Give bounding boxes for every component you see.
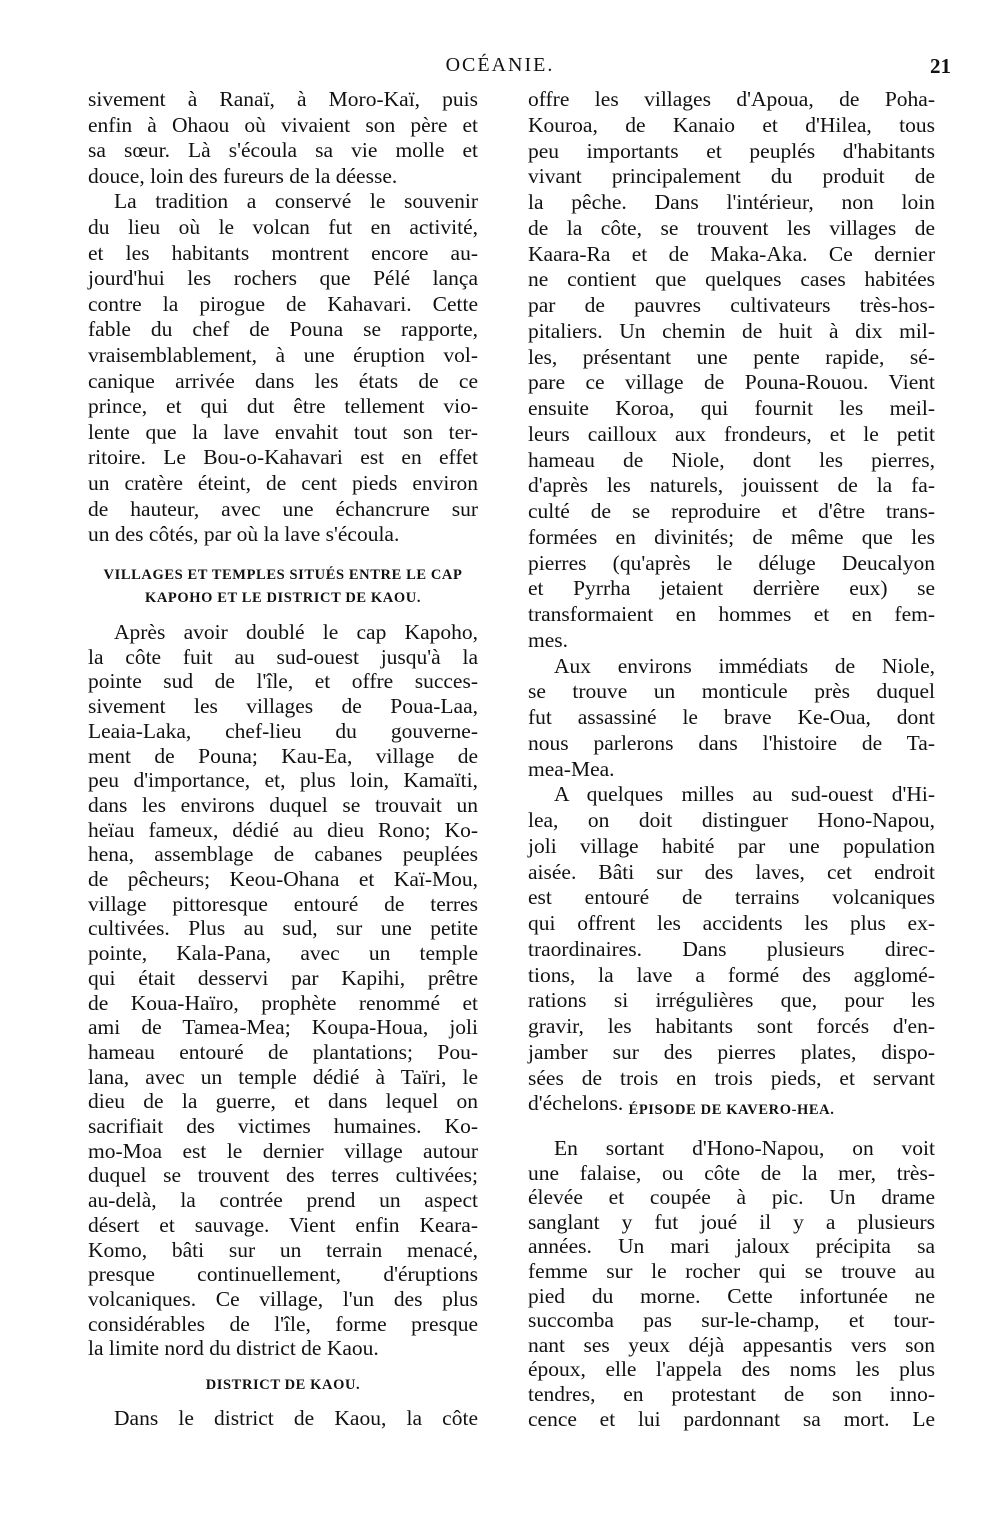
- text-line: par de pauvres cultivateurs très-hos-: [528, 293, 935, 317]
- text-line: rations si irrégulières que, pour les: [528, 988, 935, 1013]
- text-line: Leaia-Laka, chef-lieu du gouverne-: [88, 718, 478, 743]
- text-line: La tradition a conservé le souvenir: [114, 189, 478, 214]
- heading-line: VILLAGES ET TEMPLES SITUÉS ENTRE LE CAP: [103, 567, 463, 583]
- page-number: 21: [930, 54, 951, 78]
- text-line: élevée et coupée à pic. Un drame: [528, 1185, 935, 1210]
- text-line: la limite nord du district de Kaou.: [88, 1336, 379, 1361]
- text-line: offre les villages d'Apoua, de Poha-: [528, 87, 935, 111]
- text-line: ne contient que quelques cases habitées: [528, 267, 935, 292]
- left-column-text-3: [88, 1406, 478, 1431]
- text-line: désert et sauvage. Vient enfin Keara-: [88, 1212, 478, 1237]
- text-line: de la côte, se trouvent les villages de: [528, 215, 935, 240]
- text-line: tendres, en protestant de son inno-: [528, 1381, 935, 1406]
- text-line: est entouré de terrains volcaniques: [528, 885, 935, 910]
- text-line: culté de se reproduire et d'être trans-: [528, 499, 935, 523]
- text-line: peu d'importance, et, plus loin, Kamaïti,: [88, 768, 478, 793]
- text-line: traordinaires. Dans plusieurs direc-: [528, 936, 935, 961]
- text-line: succomba pas sur-le-champ, et tour-: [528, 1308, 935, 1333]
- text-line: dieu de la guerre, et dans lequel on: [88, 1089, 478, 1114]
- text-line: au-delà, la contrée prend un aspect: [88, 1188, 478, 1213]
- text-line: duquel se trouvent des terres cultivées;: [88, 1163, 478, 1188]
- right-column-text-2: [528, 1136, 935, 1431]
- left-column-text-1: [88, 87, 478, 548]
- text-line: douce, loin des fureurs de la déesse.: [88, 163, 398, 188]
- text-line: enfin à Ohaou où vivaient son père et: [88, 112, 478, 137]
- text-line: Kouroa, de Kanaio et d'Hilea, tous: [528, 112, 935, 137]
- text-line: volcaniques. Ce village, l'un des plus: [88, 1286, 478, 1311]
- heading-line: DISTRICT DE KAOU.: [205, 1377, 361, 1393]
- text-line: vraisemblablement, à une éruption vol-: [88, 342, 478, 367]
- section-heading-episode: [528, 1102, 935, 1119]
- text-line: mea-Mea.: [528, 756, 615, 781]
- text-line: mo-Moa est le dernier village autour: [88, 1138, 478, 1163]
- text-line: lana, avec un temple dédié à Taïri, le: [88, 1064, 478, 1089]
- text-line: hameau de Niole, dont les pierres,: [528, 447, 935, 472]
- text-line: sanglant y fut joué il y a plusieurs: [528, 1209, 935, 1234]
- text-line: ami de Tamea-Mea; Koupa-Houa, joli: [88, 1015, 478, 1040]
- right-column-text-1: [528, 87, 935, 1117]
- text-line: sacrifiait des victimes humaines. Ko-: [88, 1114, 478, 1139]
- text-line: formées en divinités; de même que les: [528, 524, 935, 549]
- heading-line: ÉPISODE DE KAVERO-HEA.: [628, 1102, 835, 1118]
- text-line: sivement les villages de Poua-Laa,: [88, 694, 478, 719]
- text-line: jourd'hui les rochers que Pélé lança: [88, 266, 478, 291]
- text-line: et les habitants montrent encore au-: [88, 240, 478, 265]
- text-line: hena, assemblage de cabanes peuplées: [88, 842, 478, 867]
- text-line: d'après les naturels, jouissent de la fa-: [528, 473, 935, 498]
- text-line: de pêcheurs; Keou-Ohana et Kaï-Mou,: [88, 867, 478, 892]
- text-line: du lieu où le volcan fut en activité,: [88, 214, 478, 239]
- text-line: pied du morne. Cette infortunée ne: [528, 1283, 935, 1308]
- section-heading-villages: [88, 564, 478, 610]
- text-line: cultivées. Plus au sud, sur une petite: [88, 916, 478, 941]
- text-line: leurs cailloux aux frondeurs, et le petit: [528, 421, 935, 446]
- heading-line: KAPOHO ET LE DISTRICT DE KAOU.: [144, 590, 422, 606]
- text-line: considérables de l'île, forme presque: [88, 1311, 478, 1336]
- text-line: vivant principalement du produit de: [528, 164, 935, 189]
- text-line: Komo, bâti sur un terrain menacé,: [88, 1237, 478, 1262]
- text-line: Après avoir doublé le cap Kapoho,: [114, 620, 478, 644]
- text-line: ment de Pouna; Kau-Ea, village de: [88, 743, 478, 768]
- text-line: presque continuellement, d'éruptions: [88, 1262, 478, 1287]
- text-line: gravir, les habitants sont forcés d'en-: [528, 1014, 935, 1038]
- text-line: qui offrent les accidents les plus ex-: [528, 911, 935, 935]
- text-line: se trouve un monticule près duquel: [528, 679, 935, 704]
- text-line: femme sur le rocher qui se trouve au: [528, 1258, 935, 1283]
- text-line: la côte fuit au sud-ouest jusqu'à la: [88, 644, 478, 669]
- text-line: Dans le district de Kaou, la côte: [114, 1406, 478, 1430]
- text-line: une falaise, ou côte de la mer, très-: [528, 1160, 935, 1185]
- text-line: qui était desservi par Kapihi, prêtre: [88, 965, 478, 990]
- left-column-text-2: [88, 620, 478, 1361]
- text-line: fut assassiné le brave Ke-Oua, dont: [528, 705, 935, 729]
- text-line: peu importants et peuplés d'habitants: [528, 138, 935, 163]
- text-line: prince, et qui dut être tellement vio-: [88, 394, 478, 419]
- text-line: tions, la lave a formé des agglomé-: [528, 962, 935, 987]
- text-line: années. Un mari jaloux précipita sa: [528, 1234, 935, 1259]
- text-line: heïau fameux, dédié au dieu Rono; Ko-: [88, 817, 478, 842]
- text-line: pointe, Kala-Pana, avec un temple: [88, 941, 478, 966]
- text-line: nous parlerons dans l'histoire de Ta-: [528, 730, 935, 755]
- text-line: hameau entouré de plantations; Pou-: [88, 1039, 478, 1064]
- running-header-title: OCÉANIE.: [445, 54, 555, 76]
- text-line: En sortant d'Hono-Napou, on voit: [554, 1136, 935, 1160]
- text-line: ensuite Koroa, qui fournit les meil-: [528, 396, 935, 420]
- text-line: lente que la lave envahit tout son ter-: [88, 419, 478, 444]
- text-line: contre la pirogue de Kahavari. Cette: [88, 291, 478, 316]
- text-line: un des côtés, par où la lave s'écoula.: [88, 522, 400, 547]
- text-line: A quelques milles au sud-ouest d'Hi-: [554, 782, 935, 807]
- text-line: joli village habité par une population: [528, 833, 935, 858]
- text-line: pointe sud de l'île, et offre succes-: [88, 669, 478, 694]
- text-line: village pittoresque entouré de terres: [88, 891, 478, 916]
- text-line: lea, on doit distinguer Hono-Napou,: [528, 808, 935, 832]
- text-line: d'échelons.: [528, 1091, 624, 1116]
- text-line: sées de trois en trois pieds, et servant: [528, 1065, 935, 1090]
- section-heading-district-kaou: [88, 1377, 478, 1394]
- text-line: fable du chef de Pouna se rapporte,: [88, 317, 478, 342]
- text-line: transformaient en hommes et en fem-: [528, 602, 935, 626]
- text-line: Kaara-Ra et de Maka-Aka. Ce dernier: [528, 241, 935, 266]
- text-line: dans les environs duquel se trouvait un: [88, 792, 478, 817]
- text-line: Aux environs immédiats de Niole,: [554, 653, 935, 678]
- text-line: un cratère éteint, de cent pieds environ: [88, 470, 478, 495]
- text-line: ritoire. Le Bou-o-Kahavari est en effet: [88, 445, 478, 470]
- text-line: mes.: [528, 627, 569, 652]
- text-line: pierres (qu'après le déluge Deucalyon: [528, 550, 935, 575]
- text-line: jamber sur des pierres plates, dispo-: [528, 1039, 935, 1064]
- text-line: et Pyrrha jetaient derrière eux) se: [528, 576, 935, 601]
- text-line: canique arrivée dans les états de ce: [88, 368, 478, 393]
- text-line: nant ses yeux déjà appesantis vers son: [528, 1332, 935, 1357]
- text-line: époux, elle l'appela des noms les plus: [528, 1357, 935, 1382]
- text-line: aisée. Bâti sur des laves, cet endroit: [528, 859, 935, 884]
- text-line: de Koua-Haïro, prophète renommé et: [88, 990, 478, 1015]
- text-line: la pêche. Dans l'intérieur, non loin: [528, 190, 935, 214]
- text-line: les, présentant une pente rapide, sé-: [528, 344, 935, 369]
- text-line: de hauteur, avec une échancrure sur: [88, 496, 478, 521]
- text-line: pare ce village de Pouna-Rouou. Vient: [528, 370, 935, 395]
- text-line: cence et lui pardonnant sa mort. Le: [528, 1406, 935, 1431]
- text-line: pitaliers. Un chemin de huit à dix mil-: [528, 318, 935, 343]
- text-line: sa sœur. Là s'écoula sa vie molle et: [88, 138, 478, 163]
- text-line: sivement à Ranaï, à Moro-Kaï, puis: [88, 87, 478, 111]
